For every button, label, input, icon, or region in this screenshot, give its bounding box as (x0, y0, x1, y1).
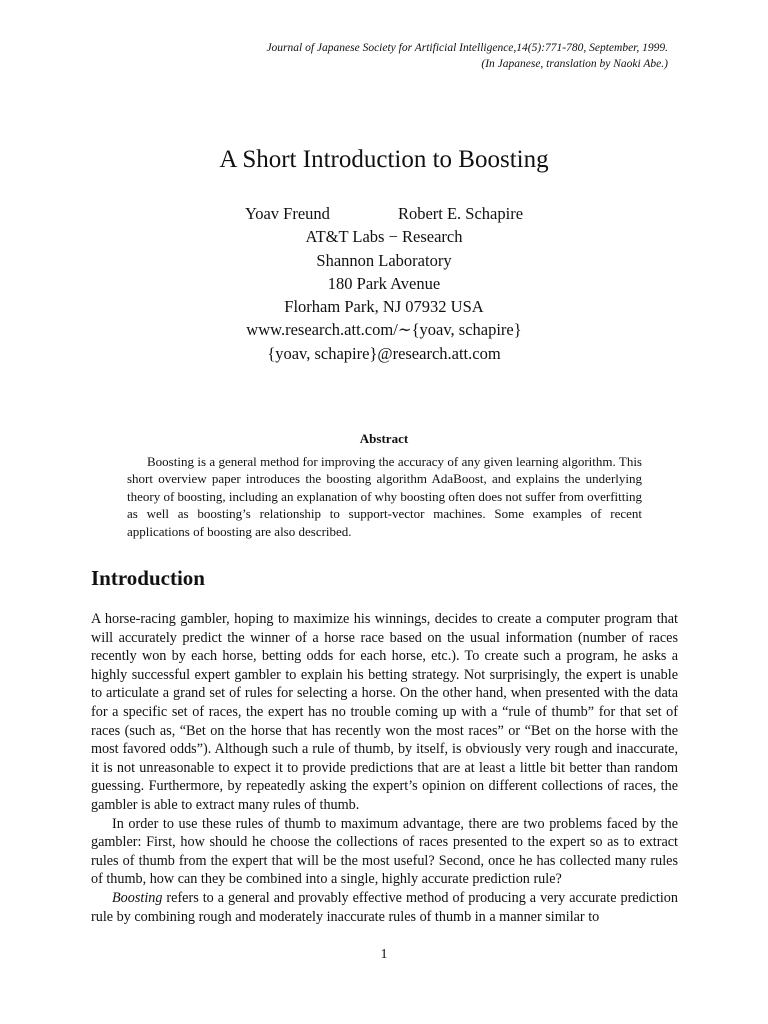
intro-paragraph-1: A horse-racing gambler, hoping to maximize his winnings, decides to create a computer program that will accurately predict the winner of a horse race based on the usual information (number of races recently won by each horse, betting odds for each horse, etc.). To create such a program, he asks a highly successful expert gambler to explain his betting strategy. Not surprisingly, the expert is unable to articulate a grand set of rules for selecting a horse. On the other hand, when presented with the data for a specific set of races, the expert has no trouble coming up with a “rule of thumb” for that set of races (such as, “Bet on the horse that has recently won the most races” or “Bet on the horse with the most favored odds”). Although such a rule of thumb, by itself, is obviously very rough and inaccurate, it is not unreasonable to expect it to provide predictions that are at least a little bit better than random guessing. Furthermore, by repeatedly asking the expert’s opinion on different collections of races, the gambler is able to extract many rules of thumb. (91, 611, 678, 813)
intro-paragraph-2: In order to use these rules of thumb to maximum advantage, there are two problems faced by the gambler: First, how should he choose the collections of races presented to the expert so as to extract rules of thumb from the expert that will be the most useful? Second, once he has collected many rules of thumb, how can they be combined into a single, highly accurate prediction rule? (91, 815, 678, 888)
author-schapire: Robert E. Schapire (397, 204, 524, 223)
author-freund: Yoav Freund (244, 204, 330, 223)
laboratory: Shannon Laboratory (316, 250, 452, 270)
email-address: {yoav, schapire}@research.att.com (267, 343, 501, 363)
journal-header (266, 40, 668, 72)
author-names (0, 202, 768, 225)
introduction-body (91, 610, 678, 926)
abstract-heading: Abstract (359, 431, 409, 446)
author-block (0, 202, 768, 365)
intro-paragraph-3-text: refers to a general and provably effective method of producing a very accurate prediction rule by combining rough and moderately inaccurate rules of thumb in a manner similar to (91, 889, 678, 925)
street-address: 180 Park Avenue (327, 273, 441, 293)
paper-title: A Short Introduction to Boosting (219, 146, 549, 173)
intro-paragraph-3 (91, 889, 678, 926)
introduction-heading: Introduction (91, 566, 205, 590)
journal-citation: Journal of Japanese Society for Artificial Intelligence,14(5):771-780, September, 1999. (266, 42, 668, 54)
city-address: Florham Park, NJ 07932 USA (284, 297, 484, 317)
boosting-term: Boosting (112, 889, 163, 906)
translation-note: (In Japanese, translation by Naoki Abe.) (481, 58, 668, 70)
abstract-text: Boosting is a general method for improving the accuracy of any given learning algorithm. This short overview paper introduces the boosting algorithm AdaBoost, and explains the underlying theory of boosting, including an explanation of why boosting often does not suffer from overfitting as well as boosting’s relationship to support-vector machines. Some examples of recent applications of boosting are also described. (127, 454, 642, 539)
web-address: www.research.att.com/∼{yoav, schapire} (246, 320, 522, 340)
affiliation: AT&T Labs − Research (305, 227, 463, 247)
page-number: 1 (380, 947, 388, 962)
